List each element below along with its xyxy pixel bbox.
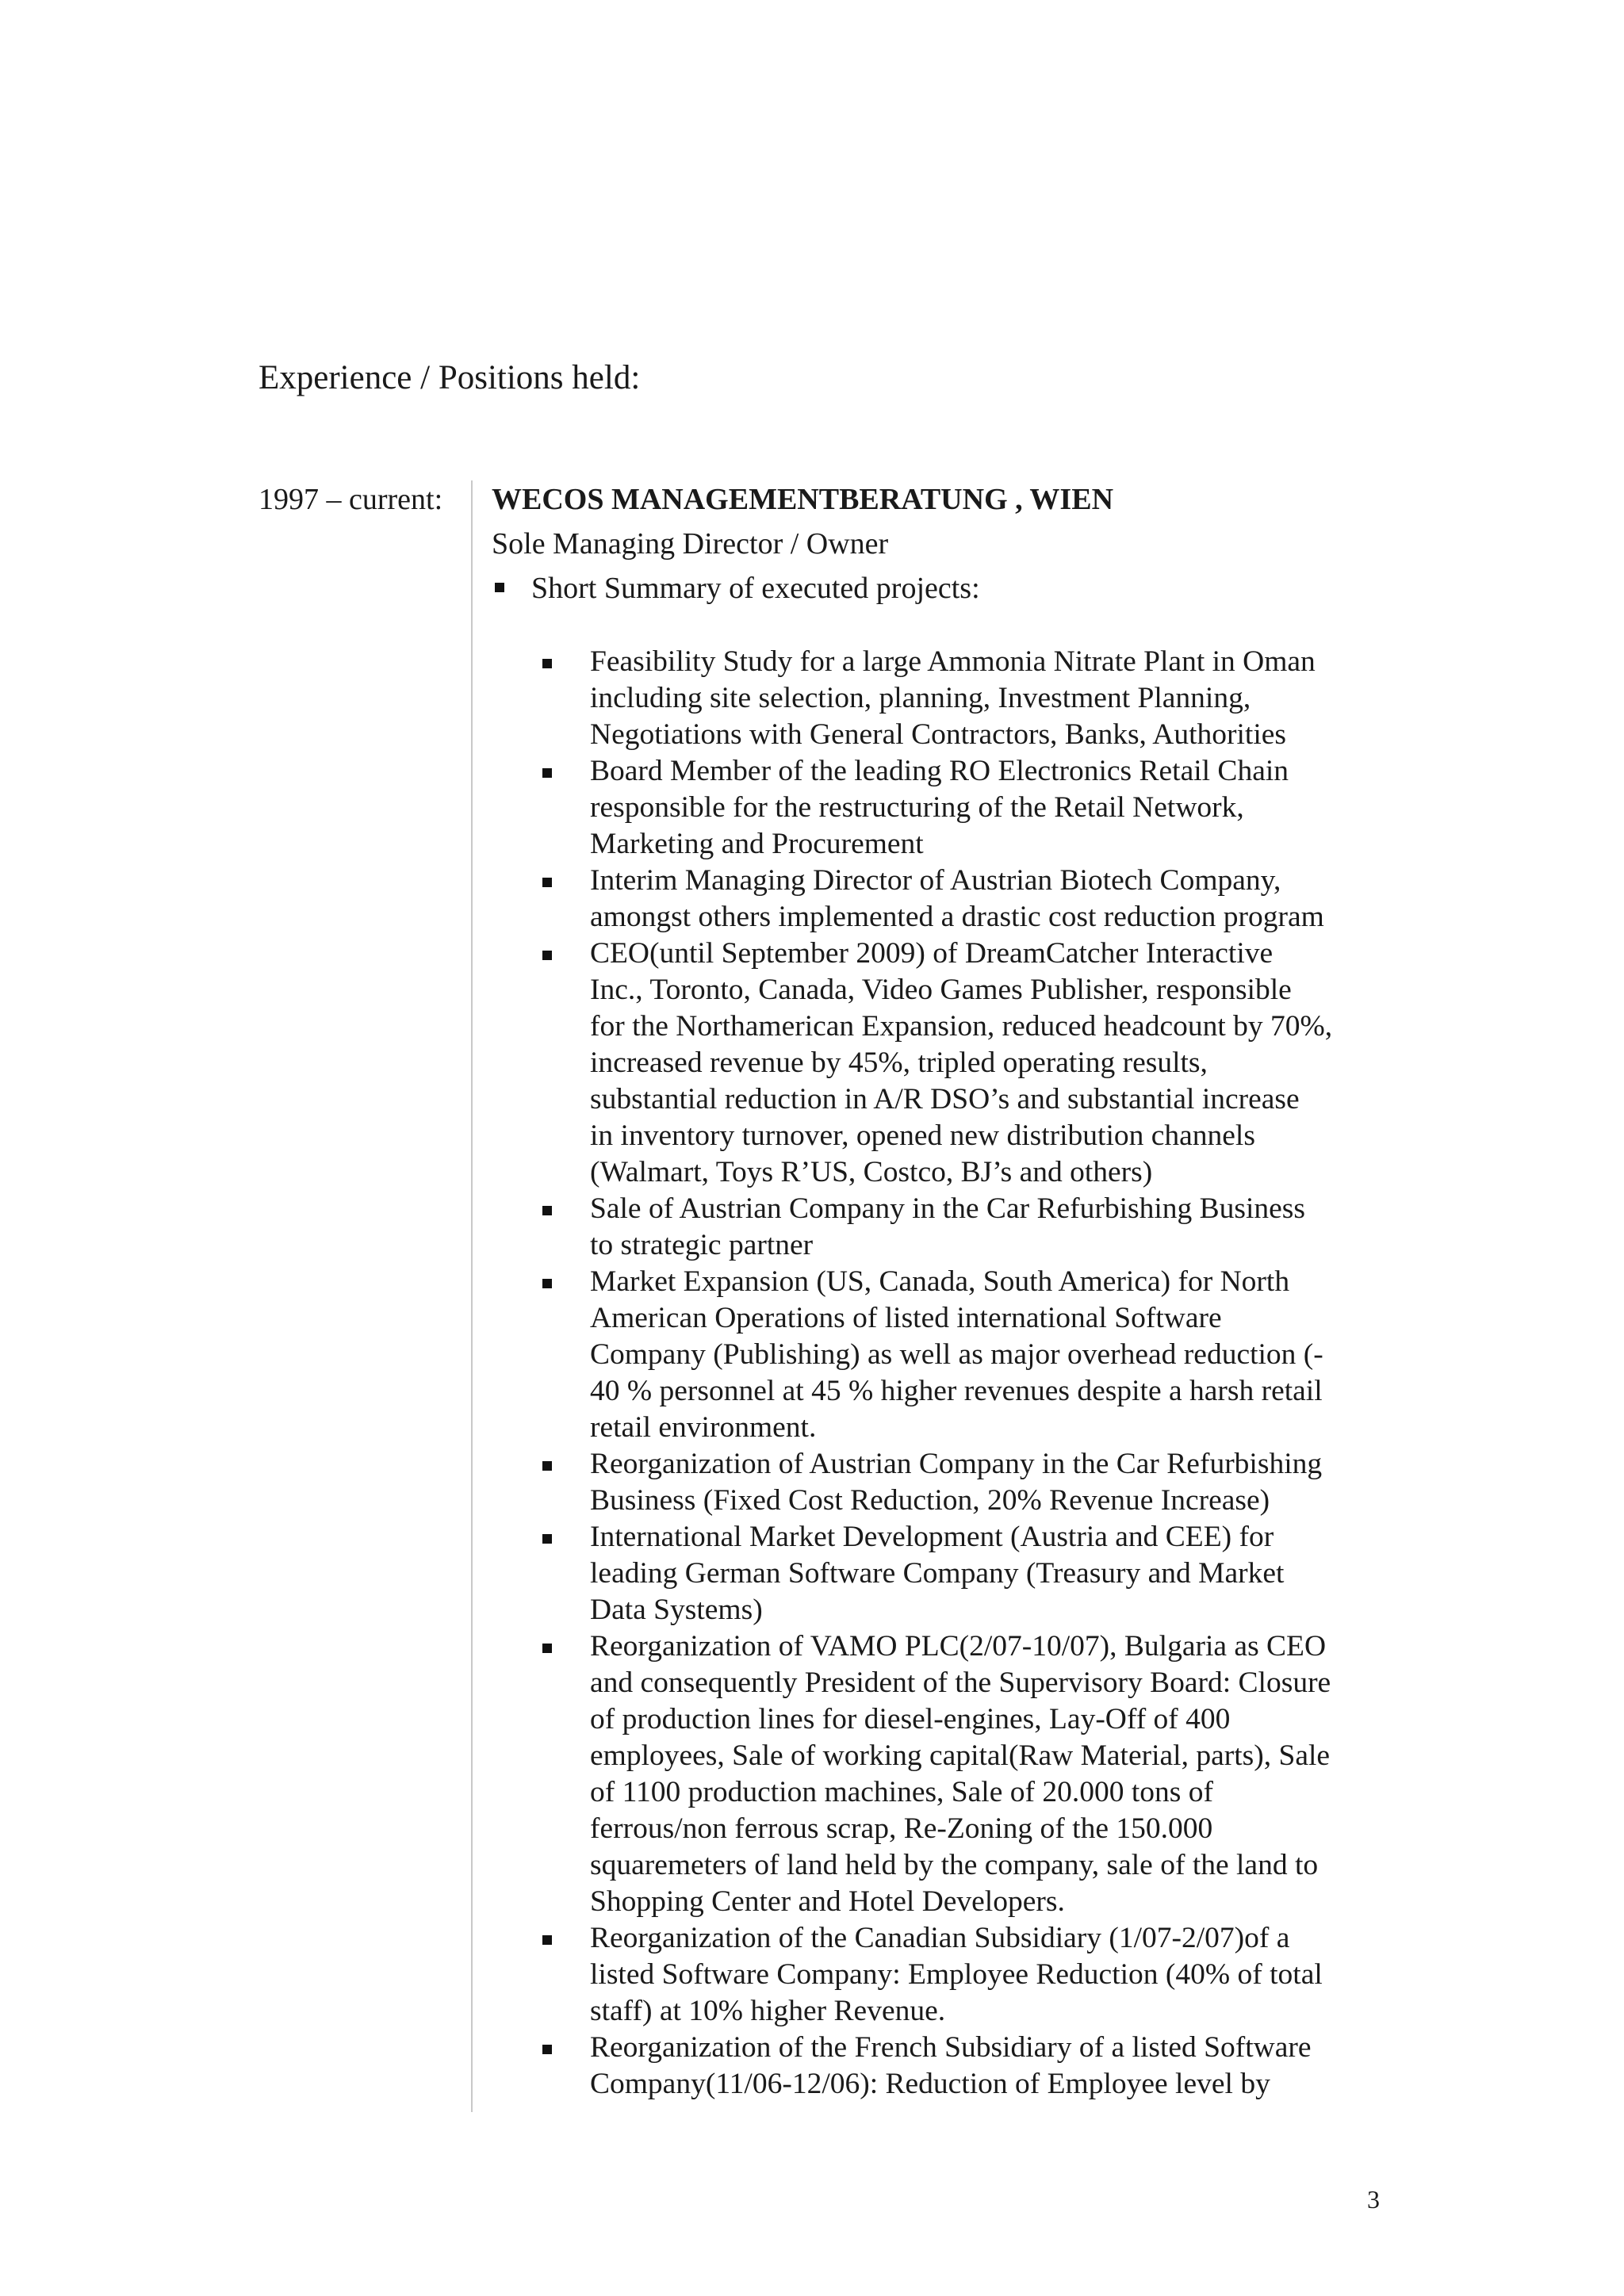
square-bullet-icon <box>542 768 552 778</box>
project-text: Feasibility Study for a large Ammonia Nitrate Plant in Oman including site selection, planning, Investment Planning, Negotiations with General Contractors, Banks, Authorities <box>590 645 1316 751</box>
company-name: WECOS MANAGEMENTBERATUNG , WIEN <box>492 483 1114 516</box>
list-item <box>542 1519 1399 1628</box>
project-text: Market Expansion (US, Canada, South America) for North American Operations of listed international Software Company (Publishing) as well as major overhead reduction (- 40 % personnel at 45 % higher revenues despite a harsh retail retail environment. <box>590 1265 1323 1444</box>
list-item <box>542 1446 1399 1519</box>
section-heading: Experience / Positions held: <box>259 359 641 396</box>
project-list <box>542 644 1399 2103</box>
project-text: Sale of Austrian Company in the Car Refurbishing Business to strategic partner <box>590 1192 1305 1261</box>
project-text: Reorganization of the Canadian Subsidiary (1/07-2/07)of a listed Software Company: Employee Reduction (40% of total staff) at 10% higher Revenue. <box>590 1922 1323 2027</box>
list-item <box>542 1920 1399 2030</box>
square-bullet-icon <box>542 1644 552 1653</box>
square-bullet-icon <box>495 583 504 592</box>
square-bullet-icon <box>542 1461 552 1471</box>
list-item <box>542 863 1399 936</box>
project-text: CEO(until September 2009) of DreamCatcher Interactive Inc., Toronto, Canada, Video Games Publisher, responsible for the Northamerican Expansion, reduced headcount by 70%, increased revenue by 45%, tripled operating results, substantial reduction in A/R DSO’s and substantial increase in inventory turnover, opened new distribution channels (Walmart, Toys R’US, Costco, BJ’s and others) <box>590 937 1333 1188</box>
square-bullet-icon <box>542 951 552 960</box>
list-item <box>542 1264 1399 1446</box>
page-number: 3 <box>1367 2185 1380 2214</box>
square-bullet-icon <box>542 659 552 668</box>
project-text: Reorganization of the French Subsidiary of a listed Software Company(11/06-12/06): Reduction of Employee level by <box>590 2031 1312 2100</box>
job-role: Sole Managing Director / Owner <box>492 527 889 561</box>
project-text: Reorganization of Austrian Company in the Car Refurbishing Business (Fixed Cost Reduction, 20% Revenue Increase) <box>590 1448 1323 1517</box>
list-item <box>542 1191 1399 1264</box>
column-divider <box>471 480 473 2112</box>
square-bullet-icon <box>542 878 552 887</box>
list-item <box>542 753 1399 863</box>
project-text: Board Member of the leading RO Electronics Retail Chain responsible for the restructuring of the Retail Network, Marketing and Procurement <box>590 755 1289 860</box>
employment-period: 1997 – current: <box>259 483 443 516</box>
project-text: International Market Development (Austria and CEE) for leading German Software Company (Treasury and Market Data Systems) <box>590 1521 1285 1626</box>
list-item <box>542 1628 1399 1920</box>
square-bullet-icon <box>542 1279 552 1288</box>
project-text: Interim Managing Director of Austrian Biotech Company, amongst others implemented a drastic cost reduction program <box>590 864 1324 933</box>
square-bullet-icon <box>542 1534 552 1544</box>
summary-heading <box>495 571 980 606</box>
list-item <box>542 936 1399 1191</box>
list-item <box>542 2030 1399 2103</box>
square-bullet-icon <box>542 1206 552 1215</box>
list-item <box>542 644 1399 753</box>
summary-label: Short Summary of executed projects: <box>531 572 980 605</box>
square-bullet-icon <box>542 1935 552 1945</box>
square-bullet-icon <box>542 2045 552 2054</box>
project-text: Reorganization of VAMO PLC(2/07-10/07), Bulgaria as CEO and consequently President of the Supervisory Board: Closure of production lines for diesel-engines, Lay-Off of 400 employees, Sale of working capital(Raw Material, parts), Sale of 1100 production machines, Sale of 20.000 tons of ferrous/non ferrous scrap, Re-Zoning of the 150.000 squaremeters of land held by the company, sale of the land to Shopping Center and Hotel Developers. <box>590 1630 1331 1918</box>
